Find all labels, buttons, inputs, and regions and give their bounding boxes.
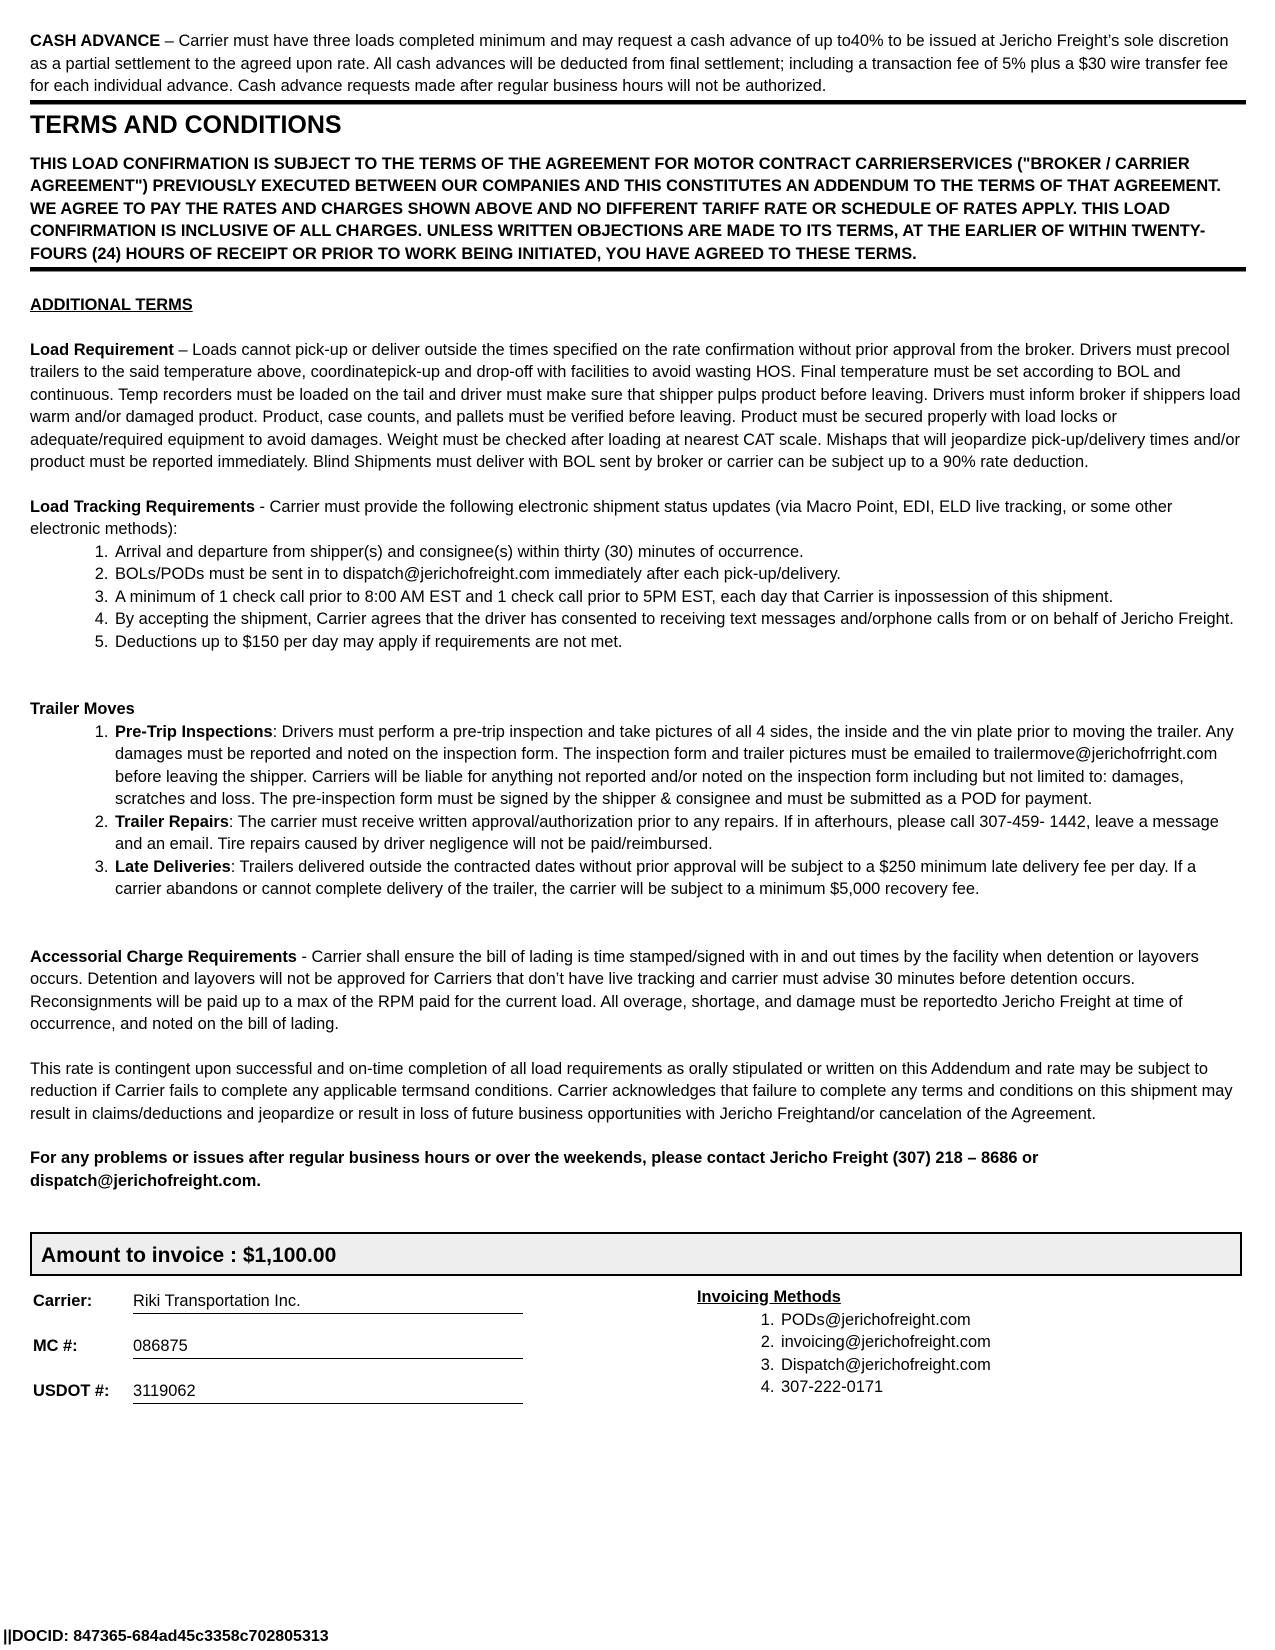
trailer-repairs-label: Trailer Repairs: [115, 812, 229, 831]
usdot-row: [33, 1380, 533, 1404]
list-item: 5. Deductions up to $150 per day may apply if requirements are not met.: [113, 631, 1246, 654]
late-deliveries-label: Late Deliveries: [115, 857, 231, 876]
usdot-label: USDOT #:: [33, 1382, 110, 1400]
mc-row: [33, 1335, 533, 1359]
amount-to-invoice-box: Amount to invoice : $1,100.00: [30, 1232, 1242, 1276]
load-requirement-label: Load Requirement: [30, 340, 174, 359]
carrier-row: [33, 1290, 533, 1314]
tracking-label: Load Tracking Requirements: [30, 497, 255, 516]
carrier-info-section: [30, 1276, 1246, 1426]
pre-trip-text: : Drivers must perform a pre-trip inspection and take pictures of all 4 sides, the inside and the vin plate prior to moving the trailer. Any damages must be reported and noted on the inspection form. The inspection form and trailer pictures must be emailed to trailermove@jerichofrright.com before leaving the shipper. Carriers will be liable for anything not reported and/or noted on the inspection form including but not limited to: damages, scratches and loss. The pre-inspection form must be signed by the shipper & consignee and must be submitted as a POD for payment.: [115, 722, 1234, 808]
list-item: 3. Dispatch@jerichofreight.com: [779, 1354, 991, 1377]
invoicing-methods-list: [697, 1309, 991, 1399]
contingent-paragraph: This rate is contingent upon successful and on-time completion of all load requirements as orally stipulated or written on this Addendum and rate may be subject to reduction if Carrier fails to complete any applicable termsand conditions. Carrier acknowledges that failure to complete any terms and conditions on this shipment may result in claims/deductions and jeopardize or result in loss of future business opportunities with Jericho Freightand/or cancelation of the Agreement.: [30, 1059, 1233, 1123]
tracking-list: [30, 541, 1246, 654]
load-requirement-text: – Loads cannot pick-up or deliver outside the times specified on the rate confirmation without prior approval from the broker. Drivers must precool trailers to the said temperature above, coordinatepick-up and drop-off with facilities to avoid wasting HOS. Final temperature must be set according to BOL and continuous. Temp recorders must be loaded on the tail and driver must make sure that shipper pulps product before leaving. Drivers must inform broker if shippers load warm and/or damaged product. Product, case counts, and pallets must be verified before leaving. Product must be secured properly with load locks or adequate/required equipment to avoid damages. Weight must be checked after loading at nearest CAT scale. Mishaps that will jeopardize pick-up/delivery times and/or product must be reported immediately. Blind Shipments must deliver with BOL sent by broker or carrier can be subject up to a 90% rate deduction.: [30, 340, 1241, 471]
list-item: 4. 307-222-0171: [779, 1376, 991, 1399]
accessorial-text: - Carrier shall ensure the bill of lading is time stamped/signed with in and out times by the facility when detention or layovers occurs. Detention and layovers will not be approved for Carriers that don’t have live tracking and carrier must advise 30 minutes before detention occurs. Reconsignments will be paid up to a max of the RPM paid for the current load. All overage, shortage, and damage must be reportedto Jericho Freight at time of occurrence, and noted on the bill of lading.: [30, 947, 1199, 1033]
list-item: [113, 811, 1246, 856]
invoicing-methods-title: Invoicing Methods: [697, 1288, 841, 1306]
carrier-label: Carrier:: [33, 1292, 93, 1310]
additional-terms-title: ADDITIONAL TERMS: [30, 296, 193, 314]
trailer-moves-list: [30, 721, 1246, 901]
usdot-value: 3119062: [133, 1380, 523, 1404]
cash-advance-paragraph: [30, 30, 1246, 98]
terms-body: THIS LOAD CONFIRMATION IS SUBJECT TO THE TERMS OF THE AGREEMENT FOR MOTOR CONTRACT CARRIERSERVICES ("BROKER / CARRIER AGREEMENT") PREVIOUSLY EXECUTED BETWEEN OUR COMPANIES AND THIS CONSTITUTES AN ADDENDUM TO THE TERMS OF THAT AGREEMENT. WE AGREE TO PAY THE RATES AND CHARGES SHOWN ABOVE AND NO DIFFERENT TARIFF RATE OR SCHEDULE OF RATES APPLY. THIS LOAD CONFIRMATION IS INCLUSIVE OF ALL CHARGES. UNLESS WRITTEN OBJECTIONS ARE MADE TO ITS TERMS, AT THE EARLIER OF WITHIN TWENTY-FOURS (24) HOURS OF RECEIPT OR PRIOR TO WORK BEING INITIATED, YOU HAVE AGREED TO THESE TERMS.: [30, 154, 1221, 263]
cash-advance-label: CASH ADVANCE: [30, 32, 161, 50]
terms-title: TERMS AND CONDITIONS: [30, 110, 342, 139]
document-page: [30, 30, 1246, 1426]
load-requirement-paragraph: [30, 339, 1246, 474]
late-deliveries-text: : Trailers delivered outside the contracted dates without prior approval will be subject to a $250 minimum late delivery fee per day. If a carrier abandons or cannot complete delivery of the trailer, the carrier will be subject to a minimum $5,000 recovery fee.: [115, 857, 1197, 898]
list-item: 2. BOLs/PODs must be sent in to dispatch@jerichofreight.com immediately after each pick-up/delivery.: [113, 563, 1246, 586]
divider: [30, 267, 1246, 272]
mc-label: MC #:: [33, 1337, 78, 1355]
list-item: 2. invoicing@jerichofreight.com: [779, 1331, 991, 1354]
list-item: [113, 721, 1246, 811]
accessorial-label: Accessorial Charge Requirements: [30, 947, 297, 966]
list-item: 1. PODs@jerichofreight.com: [779, 1309, 991, 1332]
tracking-text: - Carrier must provide the following electronic shipment status updates (via Macro Point, EDI, ELD live tracking, or some other electronic methods):: [30, 497, 1173, 538]
trailer-moves-title: Trailer Moves: [30, 700, 135, 718]
list-item: 1. Arrival and departure from shipper(s) and consignee(s) within thirty (30) minutes of occurrence.: [113, 541, 1246, 564]
pre-trip-label: Pre-Trip Inspections: [115, 722, 273, 741]
invoicing-methods: [697, 1286, 991, 1399]
list-item: 4. By accepting the shipment, Carrier agrees that the driver has consented to receiving text messages and/orphone calls from or on behalf of Jericho Freight.: [113, 608, 1246, 631]
list-item: 3. A minimum of 1 check call prior to 8:00 AM EST and 1 check call prior to 5PM EST, each day that Carrier is inpossession of this shipment.: [113, 586, 1246, 609]
contact-paragraph: For any problems or issues after regular business hours or over the weekends, please contact Jericho Freight (307) 218 – 8686 or dispatch@jerichofreight.com.: [30, 1149, 1039, 1190]
carrier-value: Riki Transportation Inc.: [133, 1290, 523, 1314]
list-item: [113, 856, 1246, 901]
cash-advance-text: – Carrier must have three loads completed minimum and may request a cash advance of up to40% to be issued at Jericho Freight’s sole discretion as a partial settlement to the agreed upon rate. All cash advances will be deducted from final settlement; including a transaction fee of 5% plus a $30 wire transfer fee for each individual advance. Cash advance requests made after regular business hours will not be authorized.: [30, 32, 1229, 95]
divider: [30, 100, 1246, 105]
doc-id: ||DOCID: 847365-684ad45c3358c702805313: [3, 1628, 329, 1645]
tracking-paragraph: [30, 496, 1246, 541]
mc-value: 086875: [133, 1335, 523, 1359]
trailer-repairs-text: : The carrier must receive written approval/authorization prior to any repairs. If in afterhours, please call 307-459- 1442, leave a message and an email. Tire repairs caused by driver negligence will not be paid/reimbursed.: [115, 812, 1219, 853]
accessorial-paragraph: [30, 946, 1246, 1036]
